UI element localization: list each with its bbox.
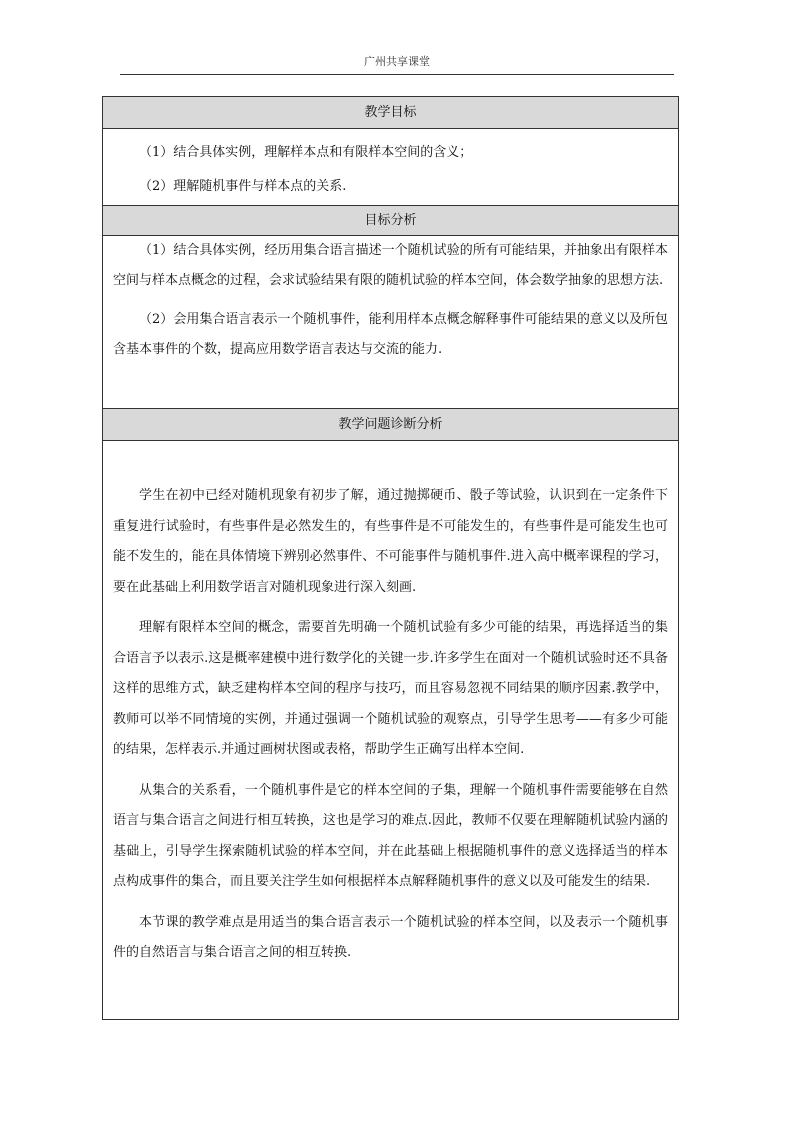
paragraph: 本节课的教学难点是用适当的集合语言表示一个随机试验的样本空间，以及表示一个随机事件的自然语言与集合语言之间的相互转换.	[113, 914, 668, 960]
header-title: 广州共享课堂	[364, 55, 430, 68]
paragraph: （2）会用集合语言表示一个随机事件，能利用样本点概念解释事件可能结果的意义以及所包含基本事件的个数，提高应用数学语言表达与交流的能力.	[113, 312, 668, 357]
section-heading-problem-diagnosis: 教学问题诊断分析	[103, 409, 678, 441]
section-heading-teaching-goals: 教学目标	[103, 97, 678, 129]
paragraph: （2）理解随机事件与样本点的关系.	[139, 179, 347, 194]
section-body-problem-diagnosis	[103, 441, 678, 1019]
lesson-table	[102, 96, 679, 1020]
paragraph: （1）结合具体实例，理解样本点和有限样本空间的含义；	[139, 145, 473, 160]
paragraph: 理解有限样本空间的概念，需要首先明确一个随机试验有多少可能的结果，再选择适当的集合语言予以表示.这是概率建模中进行数学化的关键一步.许多学生在面对一个随机试验时还不具备这样的思维方式，缺乏建构样本空间的程序与技巧，而且容易忽视不同结果的顺序因素.教学中，教师可以举不同情境的实例，并通过强调一个随机试验的观察点，引导学生思考——有多少可能的结果，怎样表示.并通过画树状图或表格，帮助学生正确写出样本空间.	[113, 620, 668, 757]
paragraph: 从集合的关系看，一个随机事件是它的样本空间的子集，理解一个随机事件需要能够在自然语言与集合语言之间进行相互转换，这也是学习的难点.因此，教师不仅要在理解随机试验内涵的基础上，引导学生探索随机试验的样本空间，并在此基础上根据随机事件的意义选择适当的样本点构成事件的集合，而且要关注学生如何根据样本点解释随机事件的意义以及可能发生的结果.	[113, 782, 668, 889]
paragraph: （1）结合具体实例，经历用集合语言描述一个随机试验的所有可能结果，并抽象出有限样本空间与样本点概念的过程，会求试验结果有限的随机试验的样本空间，体会数学抽象的思想方法.	[113, 243, 668, 288]
section-heading-goal-analysis: 目标分析	[103, 206, 678, 236]
paragraph: 学生在初中已经对随机现象有初步了解，通过抛掷硬币、骰子等试验，认识到在一定条件下重复进行试验时，有些事件是必然发生的，有些事件是不可能发生的，有些事件是可能发生也可能不发生的，能在具体情境下辨别必然事件、不可能事件与随机事件.进入高中概率课程的学习，要在此基础上利用数学语言对随机现象进行深入刻画.	[113, 488, 668, 595]
section-body-goal-analysis	[103, 236, 678, 409]
section-body-teaching-goals	[103, 129, 678, 206]
page-header	[120, 54, 674, 75]
